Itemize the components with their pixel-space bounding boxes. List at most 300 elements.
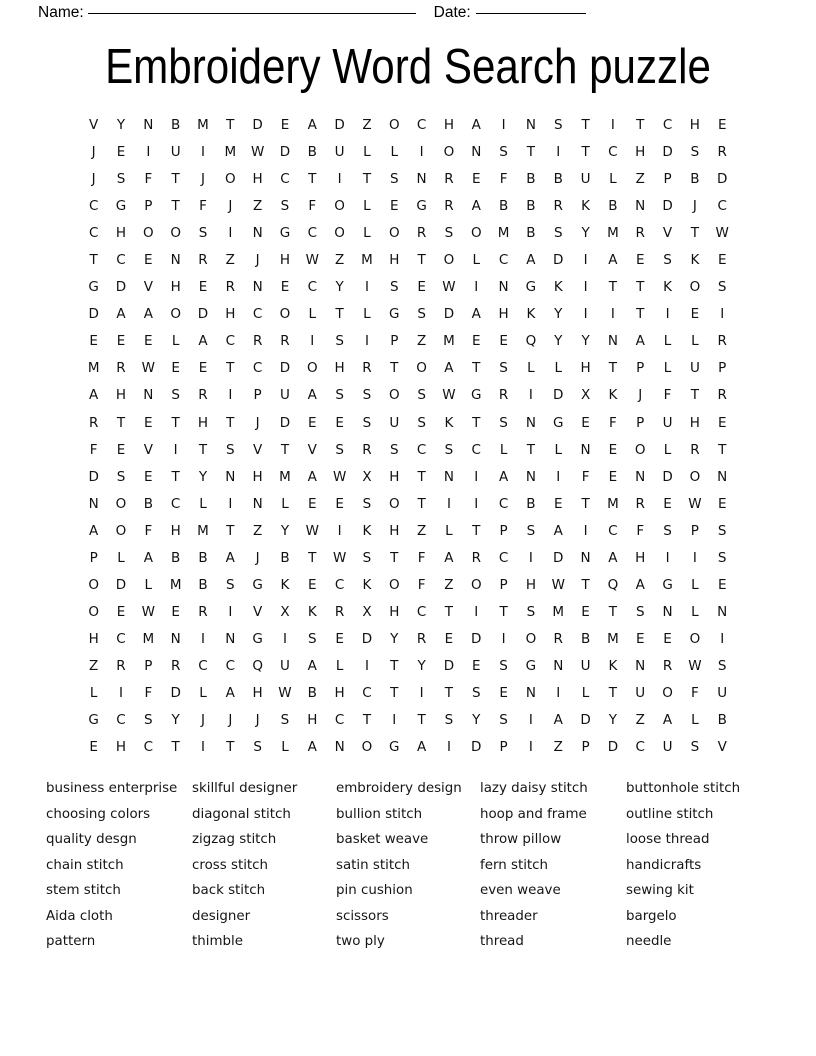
grid-letter[interactable]: I xyxy=(556,684,561,701)
grid-letter[interactable]: A xyxy=(526,252,536,269)
grid-letter[interactable]: S xyxy=(389,441,399,458)
grid-letter[interactable]: A xyxy=(307,739,317,756)
grid-letter[interactable]: S xyxy=(526,522,536,539)
grid-letter[interactable]: A xyxy=(444,549,454,566)
grid-letter[interactable]: O xyxy=(115,495,127,512)
grid-letter[interactable]: R xyxy=(553,630,563,647)
grid-letter[interactable]: H xyxy=(580,360,591,377)
grid-letter[interactable]: M xyxy=(552,603,565,620)
grid-letter[interactable]: B xyxy=(608,198,618,215)
grid-letter[interactable]: G xyxy=(389,739,400,756)
grid-letter[interactable]: R xyxy=(362,441,372,458)
grid-letter[interactable]: N xyxy=(635,198,646,215)
grid-letter[interactable]: O xyxy=(470,576,482,593)
grid-letter[interactable]: W xyxy=(332,468,347,485)
grid-letter[interactable]: E xyxy=(144,468,153,485)
grid-letter[interactable]: W xyxy=(278,684,292,701)
grid-letter[interactable]: V xyxy=(89,117,99,133)
grid-letter[interactable]: U xyxy=(580,657,591,674)
grid-letter[interactable]: T xyxy=(581,495,590,512)
word-list-item[interactable]: bullion stitch xyxy=(336,806,423,822)
grid-letter[interactable]: O xyxy=(388,387,400,404)
grid-letter[interactable]: R xyxy=(662,657,673,674)
grid-letter[interactable]: O xyxy=(115,522,127,539)
grid-letter[interactable]: N xyxy=(717,603,728,620)
grid-letter[interactable]: N xyxy=(143,387,154,404)
grid-letter[interactable]: G xyxy=(115,198,127,215)
grid-letter[interactable]: Z xyxy=(225,252,235,269)
grid-letter[interactable]: H xyxy=(334,684,345,701)
grid-letter[interactable]: E xyxy=(280,117,290,133)
grid-letter[interactable]: T xyxy=(171,468,180,485)
grid-letter[interactable]: A xyxy=(416,739,427,756)
grid-letter[interactable]: S xyxy=(335,387,344,404)
grid-letter[interactable]: H xyxy=(252,468,263,485)
grid-letter[interactable]: H xyxy=(334,360,345,377)
grid-letter[interactable]: E xyxy=(717,252,727,269)
grid-letter[interactable]: I xyxy=(446,495,451,512)
grid-letter[interactable]: T xyxy=(444,684,454,701)
grid-letter[interactable]: E xyxy=(390,198,399,215)
grid-letter[interactable]: S xyxy=(362,387,372,404)
grid-letter[interactable]: I xyxy=(720,630,725,647)
grid-letter[interactable]: K xyxy=(553,279,563,296)
grid-letter[interactable]: Y xyxy=(417,657,426,674)
grid-letter[interactable]: A xyxy=(225,684,235,701)
grid-letter[interactable]: S xyxy=(280,198,290,215)
grid-letter[interactable]: I xyxy=(528,712,533,729)
grid-letter[interactable]: I xyxy=(610,306,615,323)
grid-letter[interactable]: J xyxy=(200,712,205,729)
grid-letter[interactable]: D xyxy=(170,684,181,701)
word-list-item[interactable]: loose thread xyxy=(626,832,710,847)
grid-letter[interactable]: N xyxy=(525,468,536,485)
grid-letter[interactable]: N xyxy=(252,279,263,296)
grid-letter[interactable]: C xyxy=(116,712,126,729)
word-list-item[interactable]: handicrafts xyxy=(626,857,702,873)
grid-letter[interactable]: M xyxy=(197,117,209,133)
grid-letter[interactable]: K xyxy=(608,657,618,674)
grid-letter[interactable]: L xyxy=(281,495,289,512)
grid-letter[interactable]: S xyxy=(171,387,180,404)
grid-letter[interactable]: I xyxy=(720,306,725,323)
grid-letter[interactable]: C xyxy=(334,712,345,729)
word-list-item[interactable]: fern stitch xyxy=(480,857,549,873)
grid-letter[interactable]: B xyxy=(498,198,509,215)
grid-letter[interactable]: I xyxy=(310,333,315,350)
grid-letter[interactable]: Z xyxy=(635,712,645,729)
grid-letter[interactable]: C xyxy=(307,225,317,242)
grid-letter[interactable]: W xyxy=(442,279,456,296)
grid-letter[interactable]: P xyxy=(690,522,699,539)
grid-letter[interactable]: D xyxy=(662,198,673,215)
grid-letter[interactable]: I xyxy=(474,279,479,296)
grid-letter[interactable]: V xyxy=(253,441,263,458)
grid-letter[interactable]: A xyxy=(143,306,153,323)
grid-letter[interactable]: N xyxy=(170,630,181,647)
grid-letter[interactable]: E xyxy=(171,603,180,620)
grid-letter[interactable]: R xyxy=(416,225,427,242)
grid-letter[interactable]: N xyxy=(252,225,263,242)
grid-letter[interactable]: N xyxy=(252,495,263,512)
grid-letter[interactable]: I xyxy=(282,630,287,647)
grid-letter[interactable]: W xyxy=(442,387,456,404)
grid-letter[interactable]: S xyxy=(308,630,317,647)
grid-letter[interactable]: E xyxy=(308,495,317,512)
grid-letter[interactable]: T xyxy=(308,549,317,566)
grid-letter[interactable]: C xyxy=(608,144,618,161)
grid-letter[interactable]: B xyxy=(307,144,317,161)
grid-letter[interactable]: C xyxy=(252,306,263,323)
grid-letter[interactable]: W xyxy=(332,549,347,566)
grid-letter[interactable]: W xyxy=(141,603,155,620)
grid-letter[interactable]: L xyxy=(144,576,153,593)
grid-letter[interactable]: J xyxy=(692,198,697,215)
grid-letter[interactable]: A xyxy=(89,522,99,539)
grid-letter[interactable]: S xyxy=(499,712,508,729)
grid-letter[interactable]: T xyxy=(171,171,180,188)
grid-letter[interactable]: S xyxy=(417,414,426,431)
grid-letter[interactable]: F xyxy=(144,684,153,701)
grid-letter[interactable]: U xyxy=(717,684,728,701)
grid-letter[interactable]: V xyxy=(253,603,263,620)
grid-letter[interactable]: L xyxy=(554,441,562,458)
grid-letter[interactable]: Z xyxy=(334,252,345,269)
grid-letter[interactable]: I xyxy=(583,306,588,323)
grid-letter[interactable]: R xyxy=(170,657,181,674)
grid-letter[interactable]: P xyxy=(663,171,672,188)
grid-letter[interactable]: D xyxy=(580,712,591,729)
grid-letter[interactable]: Y xyxy=(116,117,126,133)
grid-letter[interactable]: O xyxy=(170,225,181,242)
grid-letter[interactable]: J xyxy=(228,712,233,729)
grid-letter[interactable]: R xyxy=(198,603,208,620)
grid-letter[interactable]: W xyxy=(305,252,319,269)
grid-letter[interactable]: H xyxy=(170,279,181,296)
grid-letter[interactable]: H xyxy=(115,387,127,404)
grid-letter[interactable]: K xyxy=(362,576,372,593)
grid-letter[interactable]: D xyxy=(717,171,728,188)
grid-letter[interactable]: L xyxy=(363,198,371,215)
grid-letter[interactable]: L xyxy=(691,576,699,593)
grid-letter[interactable]: W xyxy=(141,360,155,377)
grid-letter[interactable]: G xyxy=(88,712,99,729)
grid-letter[interactable]: N xyxy=(225,630,236,647)
grid-letter[interactable]: N xyxy=(717,468,728,485)
grid-letter[interactable]: A xyxy=(471,306,481,323)
grid-letter[interactable]: P xyxy=(499,739,508,756)
grid-letter[interactable]: C xyxy=(498,252,509,269)
grid-letter[interactable]: S xyxy=(717,549,727,566)
grid-letter[interactable]: C xyxy=(717,198,727,215)
grid-letter[interactable]: P xyxy=(636,360,645,377)
grid-letter[interactable]: N xyxy=(143,117,154,133)
grid-letter[interactable]: V xyxy=(143,279,153,296)
grid-letter[interactable]: K xyxy=(280,576,290,593)
grid-letter[interactable]: E xyxy=(471,333,481,350)
grid-letter[interactable]: S xyxy=(116,468,126,485)
grid-letter[interactable]: B xyxy=(171,549,181,566)
grid-letter[interactable]: R xyxy=(198,252,208,269)
grid-letter[interactable]: H xyxy=(170,522,181,539)
grid-letter[interactable]: H xyxy=(307,712,318,729)
grid-letter[interactable]: E xyxy=(417,279,426,296)
grid-letter[interactable]: C xyxy=(198,657,208,674)
grid-letter[interactable]: I xyxy=(364,279,369,296)
grid-letter[interactable]: G xyxy=(389,306,400,323)
grid-letter[interactable]: L xyxy=(390,144,399,161)
grid-letter[interactable]: A xyxy=(143,549,153,566)
word-search-grid[interactable] xyxy=(80,112,736,761)
grid-letter[interactable]: W xyxy=(250,144,265,161)
grid-letter[interactable]: I xyxy=(528,387,533,404)
grid-letter[interactable]: I xyxy=(419,684,424,701)
grid-letter[interactable]: S xyxy=(362,414,372,431)
grid-letter[interactable]: U xyxy=(170,144,181,161)
grid-letter[interactable]: J xyxy=(228,198,233,215)
grid-letter[interactable]: E xyxy=(89,739,98,756)
grid-letter[interactable]: U xyxy=(389,414,400,431)
grid-letter[interactable]: O xyxy=(443,144,455,161)
word-list-item[interactable]: thread xyxy=(480,934,524,949)
grid-letter[interactable]: T xyxy=(636,117,645,133)
grid-letter[interactable]: K xyxy=(663,279,672,296)
grid-letter[interactable]: E xyxy=(444,630,454,647)
grid-letter[interactable]: E xyxy=(335,495,344,512)
grid-letter[interactable]: D xyxy=(553,387,564,404)
grid-letter[interactable]: R xyxy=(334,603,345,620)
grid-letter[interactable]: L xyxy=(691,712,699,729)
grid-letter[interactable]: E xyxy=(116,144,126,161)
grid-letter[interactable]: M xyxy=(607,495,619,512)
grid-letter[interactable]: P xyxy=(253,387,262,404)
grid-letter[interactable]: Y xyxy=(608,712,618,729)
grid-letter[interactable]: A xyxy=(553,522,563,539)
grid-letter[interactable]: M xyxy=(607,225,619,242)
grid-letter[interactable]: T xyxy=(608,603,618,620)
grid-letter[interactable]: S xyxy=(417,387,426,404)
grid-letter[interactable]: P xyxy=(390,333,399,350)
grid-letter[interactable]: R xyxy=(498,387,509,404)
grid-letter[interactable]: T xyxy=(171,414,180,431)
grid-letter[interactable]: T xyxy=(198,441,208,458)
grid-letter[interactable]: C xyxy=(88,225,99,242)
grid-letter[interactable]: H xyxy=(197,414,209,431)
grid-letter[interactable]: E xyxy=(198,360,208,377)
grid-letter[interactable]: A xyxy=(553,712,563,729)
grid-letter[interactable]: C xyxy=(225,333,236,350)
grid-letter[interactable]: E xyxy=(663,630,672,647)
grid-letter[interactable]: T xyxy=(89,252,98,269)
grid-letter[interactable]: A xyxy=(307,657,317,674)
word-list-item[interactable]: pattern xyxy=(46,934,96,949)
grid-letter[interactable]: T xyxy=(636,279,645,296)
grid-letter[interactable]: Z xyxy=(416,333,427,350)
grid-letter[interactable]: E xyxy=(635,630,645,647)
grid-letter[interactable]: S xyxy=(663,522,672,539)
grid-letter[interactable]: N xyxy=(607,333,618,350)
grid-letter[interactable]: A xyxy=(662,712,673,729)
grid-letter[interactable]: O xyxy=(170,306,181,323)
grid-letter[interactable]: C xyxy=(662,117,673,133)
grid-letter[interactable]: T xyxy=(226,522,235,539)
grid-letter[interactable]: R xyxy=(690,441,700,458)
grid-letter[interactable]: N xyxy=(553,657,564,674)
grid-letter[interactable]: E xyxy=(717,414,727,431)
grid-letter[interactable]: Y xyxy=(581,225,590,242)
grid-letter[interactable]: B xyxy=(526,225,536,242)
grid-letter[interactable]: J xyxy=(200,171,205,188)
grid-letter[interactable]: E xyxy=(116,441,126,458)
grid-letter[interactable]: V xyxy=(143,441,153,458)
grid-letter[interactable]: M xyxy=(361,252,373,269)
grid-letter[interactable]: L xyxy=(472,252,481,269)
grid-letter[interactable]: T xyxy=(390,657,399,674)
grid-letter[interactable]: S xyxy=(389,279,399,296)
grid-letter[interactable]: I xyxy=(337,171,342,188)
grid-letter[interactable]: S xyxy=(663,252,672,269)
grid-letter[interactable]: I xyxy=(446,739,451,756)
grid-letter[interactable]: X xyxy=(362,603,372,620)
grid-letter[interactable]: G xyxy=(88,279,99,296)
grid-letter[interactable]: C xyxy=(143,739,154,756)
grid-letter[interactable]: E xyxy=(144,414,153,431)
grid-letter[interactable]: D xyxy=(607,739,619,756)
grid-letter[interactable]: H xyxy=(389,522,400,539)
grid-letter[interactable]: G xyxy=(525,657,537,674)
grid-letter[interactable]: I xyxy=(665,549,670,566)
grid-letter[interactable]: S xyxy=(335,333,344,350)
grid-letter[interactable]: E xyxy=(144,252,153,269)
grid-letter[interactable]: T xyxy=(690,387,699,404)
grid-letter[interactable]: I xyxy=(119,684,123,701)
grid-letter[interactable]: R xyxy=(280,333,290,350)
grid-letter[interactable]: H xyxy=(279,252,291,269)
grid-letter[interactable]: L xyxy=(663,441,672,458)
grid-letter[interactable]: A xyxy=(444,360,454,377)
grid-letter[interactable]: H xyxy=(88,630,99,647)
grid-letter[interactable]: I xyxy=(692,549,697,566)
grid-letter[interactable]: D xyxy=(88,306,99,323)
grid-letter[interactable]: A xyxy=(471,117,481,133)
word-list-item[interactable]: basket weave xyxy=(336,832,429,847)
grid-letter[interactable]: E xyxy=(663,495,672,512)
grid-letter[interactable]: K xyxy=(690,252,700,269)
grid-letter[interactable]: M xyxy=(142,630,155,647)
grid-letter[interactable]: I xyxy=(146,144,151,161)
grid-letter[interactable]: S xyxy=(362,549,372,566)
grid-letter[interactable]: Y xyxy=(581,333,590,350)
grid-letter[interactable]: N xyxy=(334,739,345,756)
grid-letter[interactable]: S xyxy=(690,739,700,756)
word-list-item[interactable]: embroidery design xyxy=(336,781,462,796)
grid-letter[interactable]: R xyxy=(717,333,727,350)
grid-letter[interactable]: N xyxy=(498,279,509,296)
grid-letter[interactable]: R xyxy=(553,198,563,215)
grid-letter[interactable]: T xyxy=(608,360,618,377)
grid-letter[interactable]: M xyxy=(224,144,237,161)
grid-letter[interactable]: C xyxy=(252,360,263,377)
grid-letter[interactable]: D xyxy=(553,252,564,269)
grid-letter[interactable]: O xyxy=(470,225,482,242)
grid-letter[interactable]: C xyxy=(116,252,126,269)
grid-letter[interactable]: M xyxy=(497,225,510,242)
grid-letter[interactable]: J xyxy=(255,712,260,729)
grid-letter[interactable]: I xyxy=(583,252,588,269)
grid-letter[interactable]: I xyxy=(228,603,233,620)
grid-letter[interactable]: C xyxy=(416,603,427,620)
grid-letter[interactable]: B xyxy=(690,171,700,188)
grid-letter[interactable]: U xyxy=(689,360,700,377)
grid-letter[interactable]: I xyxy=(474,495,479,512)
grid-letter[interactable]: J xyxy=(91,144,96,161)
grid-letter[interactable]: E xyxy=(581,603,590,620)
grid-letter[interactable]: I xyxy=(200,630,205,647)
grid-letter[interactable]: E xyxy=(581,414,590,431)
grid-letter[interactable]: T xyxy=(390,684,399,701)
grid-letter[interactable]: L xyxy=(499,441,508,458)
grid-letter[interactable]: L xyxy=(527,360,535,377)
grid-letter[interactable]: L xyxy=(171,333,180,350)
grid-letter[interactable]: O xyxy=(388,225,400,242)
grid-letter[interactable]: U xyxy=(280,657,290,674)
grid-letter[interactable]: C xyxy=(362,684,372,701)
grid-letter[interactable]: O xyxy=(334,198,345,215)
grid-letter[interactable]: F xyxy=(199,198,207,215)
grid-letter[interactable]: E xyxy=(308,576,317,593)
grid-letter[interactable]: D xyxy=(662,468,673,485)
grid-letter[interactable]: I xyxy=(228,387,233,404)
grid-letter[interactable]: L xyxy=(691,333,699,350)
grid-letter[interactable]: E xyxy=(717,117,727,133)
grid-letter[interactable]: I xyxy=(364,657,369,674)
grid-letter[interactable]: T xyxy=(417,468,426,485)
grid-letter[interactable]: E xyxy=(144,333,153,350)
grid-letter[interactable]: K xyxy=(526,306,536,323)
grid-letter[interactable]: Z xyxy=(253,198,263,215)
grid-letter[interactable]: E xyxy=(690,306,700,323)
grid-letter[interactable]: E xyxy=(717,495,727,512)
grid-letter[interactable]: E xyxy=(171,360,180,377)
grid-letter[interactable]: A xyxy=(307,387,317,404)
grid-letter[interactable]: K xyxy=(444,414,454,431)
grid-letter[interactable]: T xyxy=(608,279,618,296)
grid-letter[interactable]: E xyxy=(89,333,98,350)
grid-letter[interactable]: B xyxy=(526,198,536,215)
grid-letter[interactable]: T xyxy=(390,360,399,377)
grid-letter[interactable]: O xyxy=(306,360,318,377)
word-list-item[interactable]: quality desgn xyxy=(46,832,137,847)
grid-letter[interactable]: B xyxy=(143,495,153,512)
grid-letter[interactable]: P xyxy=(499,576,508,593)
grid-letter[interactable]: H xyxy=(635,144,646,161)
grid-letter[interactable]: S xyxy=(635,603,645,620)
word-list-item[interactable]: even weave xyxy=(480,883,561,898)
grid-letter[interactable]: L xyxy=(663,360,672,377)
grid-letter[interactable]: N xyxy=(635,468,646,485)
grid-letter[interactable]: U xyxy=(334,144,345,161)
grid-letter[interactable]: H xyxy=(689,414,700,431)
grid-letter[interactable]: T xyxy=(472,360,481,377)
grid-letter[interactable]: T xyxy=(226,360,235,377)
grid-letter[interactable]: I xyxy=(228,225,233,242)
grid-letter[interactable]: T xyxy=(362,171,372,188)
grid-letter[interactable]: O xyxy=(388,495,400,512)
grid-letter[interactable]: Y xyxy=(280,522,290,539)
grid-letter[interactable]: T xyxy=(116,414,126,431)
grid-letter[interactable]: K xyxy=(307,603,317,620)
grid-letter[interactable]: M xyxy=(197,522,209,539)
